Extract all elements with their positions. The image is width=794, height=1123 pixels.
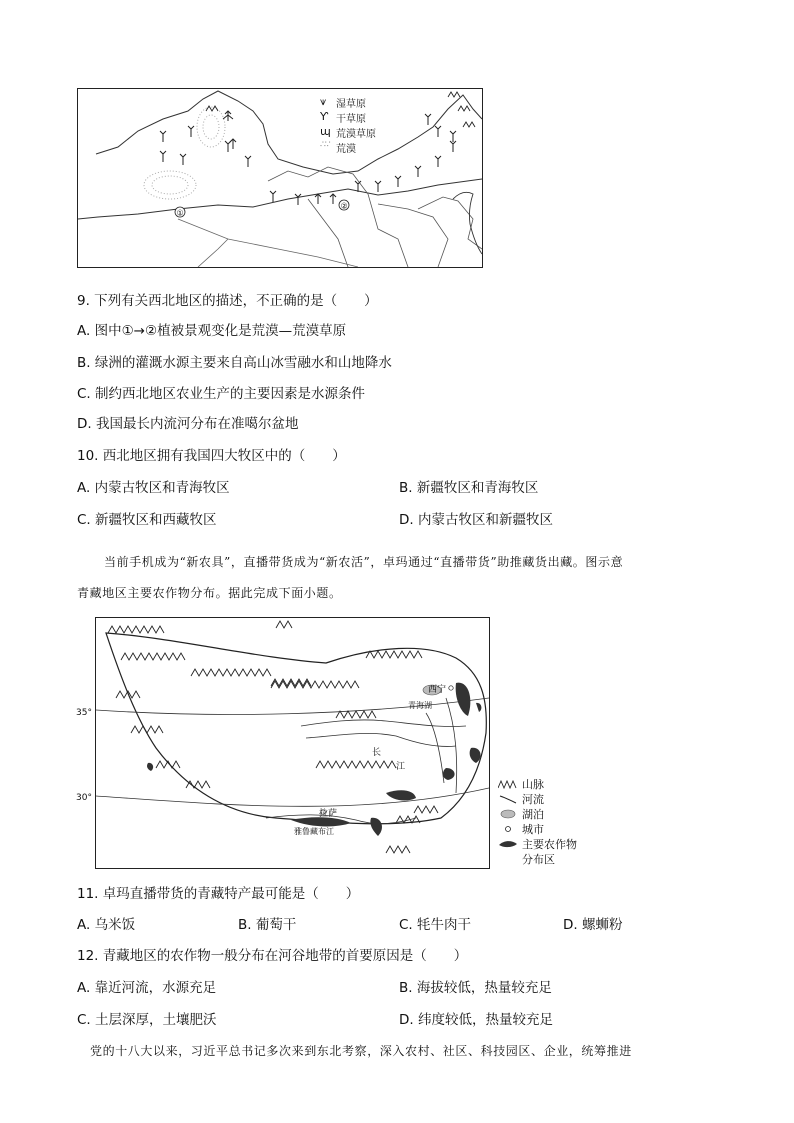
latitude-35-label: 35° (76, 708, 92, 718)
legend-city: 城市 (522, 823, 544, 836)
passage-1-line-2: 青藏地区主要农作物分布。据此完成下面小题。 (77, 586, 342, 600)
question-9-stem: 9. 下列有关西北地区的描述，不正确的是（ ） (77, 293, 378, 309)
lhasa-label: 拉萨 (319, 809, 338, 819)
question-11-option-b[interactable]: B. 葡萄干 (238, 917, 297, 933)
passage-2-line-1: 党的十八大以来，习近平总书记多次来到东北考察，深入农村、社区、科技园区、企业，统筹推进 (90, 1044, 632, 1058)
latitude-30-label: 30° (76, 793, 92, 803)
xining-dot (449, 686, 453, 690)
legend-mountain: 山脉 (522, 778, 544, 791)
question-12-stem: 12. 青藏地区的农作物一般分布在河谷地带的首要原因是（ ） (77, 948, 468, 964)
question-10-option-b[interactable]: B. 新疆牧区和青海牧区 (399, 480, 539, 496)
vegetation-map (77, 88, 483, 268)
question-10-option-a[interactable]: A. 内蒙古牧区和青海牧区 (77, 480, 230, 496)
desert-dots-icon: ∴∵ (320, 140, 330, 150)
question-9-option-a[interactable]: A. 图中①→②植被景观变化是荒漠—荒漠草原 (77, 323, 347, 339)
river-icon (498, 794, 518, 804)
legend-desert: 荒漠 (336, 144, 356, 155)
qinghai-tibet-map-drawing (96, 618, 489, 868)
question-11-option-d[interactable]: D. 螺蛳粉 (563, 917, 623, 933)
legend-river: 河流 (522, 793, 544, 806)
question-9-option-c[interactable]: C. 制约西北地区农业生产的主要因素是水源条件 (77, 386, 366, 402)
yarlung-label: 雅鲁藏布江 (294, 827, 334, 836)
marker-2: ② (340, 201, 348, 211)
question-11-option-c[interactable]: C. 牦牛肉干 (399, 917, 472, 933)
question-10-option-c[interactable]: C. 新疆牧区和西藏牧区 (77, 512, 217, 528)
desert-grass-icon: ɰ (320, 125, 331, 138)
legend-lake: 湖泊 (522, 808, 544, 821)
legend-crop-area-line2: 分布区 (522, 853, 555, 866)
vegetation-map-drawing (78, 89, 482, 267)
wet-grass-icon: ⩛ (320, 95, 327, 108)
grass-symbols (160, 111, 456, 205)
question-10-stem: 10. 西北地区拥有我国四大牧区中的（ ） (77, 448, 346, 464)
dry-grass-icon: Ƴ (320, 110, 329, 123)
city-icon (498, 824, 518, 834)
legend-crop-area: 主要农作物 (522, 838, 577, 851)
question-12-option-b[interactable]: B. 海拔较低，热量较充足 (399, 980, 552, 996)
question-11-option-a[interactable]: A. 乌米饭 (77, 917, 136, 933)
question-9-option-b[interactable]: B. 绿洲的灌溉水源主要来自高山冰雪融水和山地降水 (77, 355, 392, 371)
question-11-stem: 11. 卓玛直播带货的青藏特产最可能是（ ） (77, 886, 360, 902)
legend-desert-grass: 荒漠草原 (336, 129, 376, 140)
marker-1: ① (176, 208, 184, 218)
changjiang-label-1: 长 (372, 748, 382, 758)
mountain-icon (498, 779, 518, 789)
qinghai-lake-label: 青海湖 (408, 701, 432, 710)
plateau-outline (106, 633, 486, 824)
question-12-option-c[interactable]: C. 土层深厚，土壤肥沃 (77, 1012, 217, 1028)
question-9-option-d[interactable]: D. 我国最长内流河分布在准噶尔盆地 (77, 416, 299, 432)
qinghai-tibet-crop-map (95, 617, 490, 869)
lake-icon (498, 809, 518, 819)
latitude-30-line (96, 788, 489, 806)
legend-dry-grass: 干草原 (336, 114, 366, 125)
question-12-option-a[interactable]: A. 靠近河流，水源充足 (77, 980, 217, 996)
xining-label: 西宁 (428, 685, 447, 695)
changjiang-label-2: 江 (396, 762, 406, 772)
question-12-option-d[interactable]: D. 纬度较低，热量较充足 (399, 1012, 553, 1028)
question-10-option-d[interactable]: D. 内蒙古牧区和新疆牧区 (399, 512, 553, 528)
legend-wet-grass: 湿草原 (336, 99, 366, 110)
passage-1-line-1: 当前手机成为“新农具”，直播带货成为“新农活”，卓玛通过“直播带货”助推藏货出藏。图示意 (104, 555, 624, 569)
crop-area-icon (498, 839, 518, 849)
desert-dots-pattern (144, 107, 225, 199)
